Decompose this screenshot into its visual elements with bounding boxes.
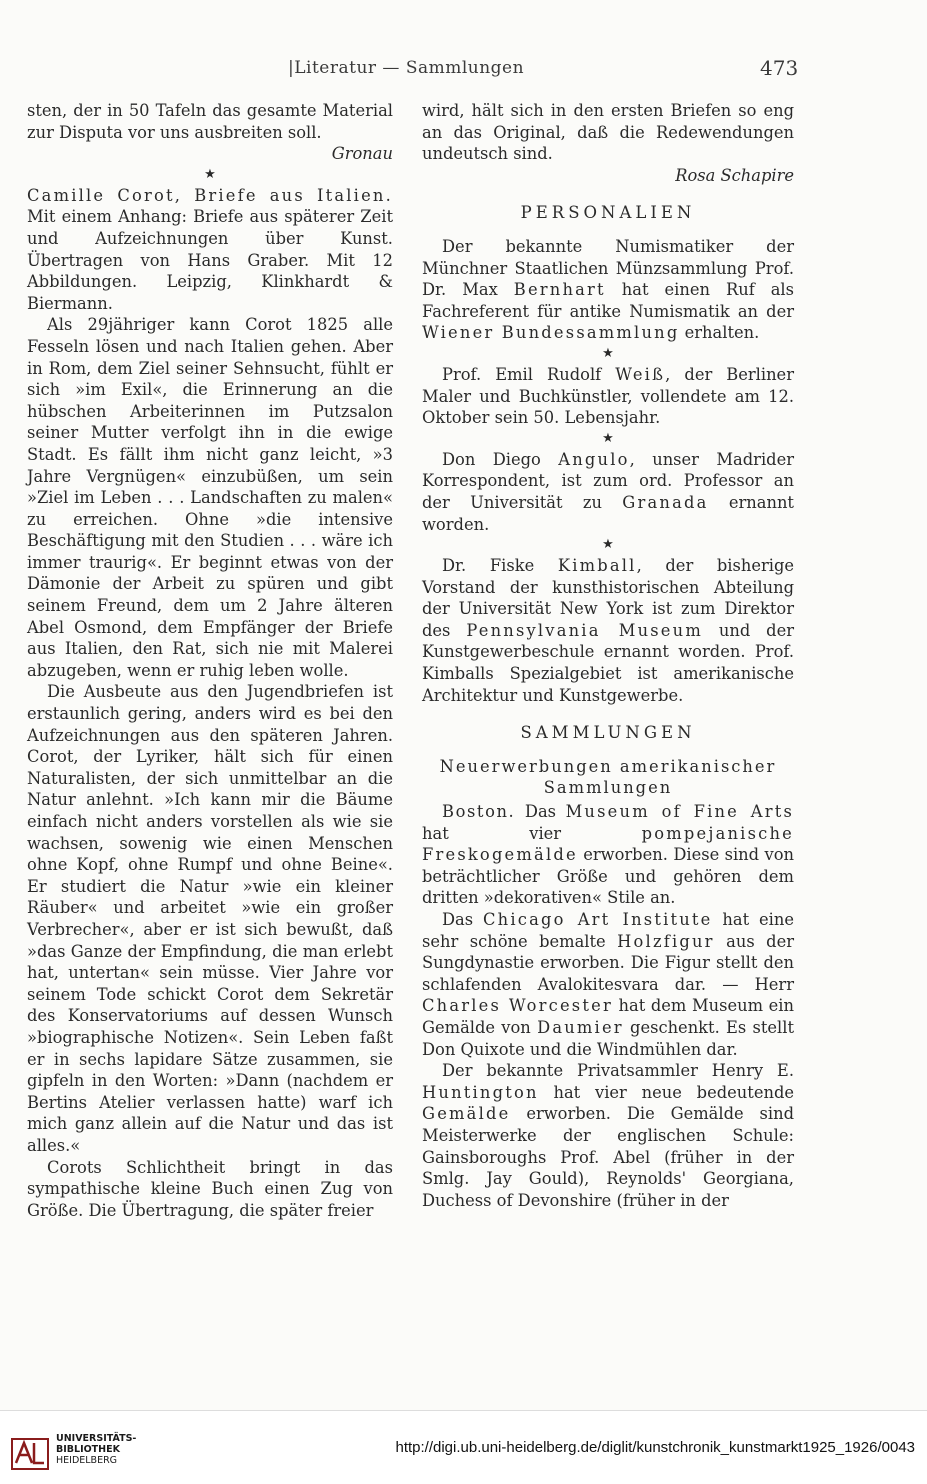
subheading-line: Sammlungen	[543, 778, 673, 798]
text: Das	[442, 910, 484, 929]
text: ernannt worden.	[422, 492, 794, 534]
personalia-item	[422, 236, 794, 344]
paragraph: Als 29jähriger kann Corot 1825 alle Fesseln lösen und nach Italien gehen. Aber in Rom, dem Ziel seiner Sehnsucht, fühlt er sich »im Exil«, die Erinnerung an die hübschen Arbeiterinnen im Putzsalon seiner Mutter verfolgt ihn in die ewige Stadt. Es fällt ihm nicht ganz leicht, »3 Jahre Vergnügen« einzubüßen, um sein »Ziel im Leben . . . Landschaften zu malen« zu erreichen. Ohne »die intensive Beschäftigung mit den Studien . . . wäre ich immer traurig«. Er beginnt etwas von der Dämonie der Arbeit zu spüren und gibt seinem Freund, dem um 2 Jahre älteren Abel Osmond, dem Empfänger der Briefe aus Italien, den Rat, sich nie mit Malerei abzugeben, wenn er ruhig leben wolle.	[27, 315, 393, 680]
library-line: UNIVERSITÄTS-	[56, 1433, 137, 1444]
page-number: 473	[760, 56, 799, 80]
artist-name: Daumier	[537, 1017, 624, 1037]
text: hat vier neue bedeutende	[538, 1082, 794, 1102]
left-column	[27, 100, 393, 1221]
running-head: |Literatur — Sammlungen	[288, 58, 525, 78]
section-heading-sammlungen: SAMMLUNGEN	[520, 723, 696, 743]
object-name: pompejanische Freskogemälde	[422, 823, 794, 865]
text: erworben. Die Gemälde sind Meisterwerke der englischen Schule: Gainsboroughs Prof. Abel (früher in der Smlg. Jay Gould), Reynolds' Georgiana, Duchess of Devonshire (früher in der	[422, 1104, 794, 1210]
person-name: Charles Worcester	[422, 996, 613, 1016]
text: Don Diego	[442, 449, 559, 469]
text: erworben. Diese sind von beträchtlicher Größe und gehören dem dritten »dekorativen« Stile an.	[422, 845, 794, 908]
paragraph	[422, 100, 794, 186]
text: Der bekannte Privatsammler Henry E.	[442, 1061, 794, 1081]
section-heading-personalien: PERSONALIEN	[520, 203, 696, 223]
text: Der bekannte Numismatiker der Münchner Staatlichen Münzsammlung Prof. Dr. Max	[422, 236, 794, 300]
star-separator: ★	[602, 345, 614, 361]
institution-name: Chicago Art Institute	[483, 910, 713, 929]
person-name: Weiß	[615, 364, 666, 384]
author-signature: Gronau	[331, 144, 393, 164]
text: , der bisherige Vorstand der kunsthistorischen Abteilung der Universität New York ist zum Direktor des	[422, 556, 794, 640]
person-name: Angulo	[558, 449, 630, 469]
text: und der Kunstgewerbeschule ernannt worden. Prof. Kimballs Spezialgebiet ist amerikanische Architektur und Kunstgewerbe.	[422, 620, 794, 705]
library-name	[56, 1433, 136, 1466]
book-review-title	[27, 185, 393, 315]
collection-item	[422, 909, 794, 1060]
star-separator: ★	[204, 166, 216, 182]
person-name: Huntington	[422, 1082, 539, 1102]
object-name: Holzfigur	[617, 931, 715, 951]
text: aus der Sungdynastie erworben. Die Figur stellt den schlafenden Avalokitesvara dar. — Herr	[422, 931, 794, 994]
institution-name: Pennsylvania Museum	[466, 620, 703, 640]
place-name: Granada	[622, 492, 709, 512]
text: , unser Madrider Korrespondent, ist zum ord. Professor an der Universität zu	[422, 449, 794, 512]
subheading-line: Neuerwerbungen amerikanischer	[439, 756, 777, 776]
book-details: Mit einem Anhang: Briefe aus späterer Zeit und Aufzeichnungen über Kunst. Übertragen von Hans Graber. Mit 12 Abbildungen. Leipzig, Klinkhardt & Biermann.	[27, 207, 393, 313]
star-separator: ★	[602, 430, 614, 446]
source-url-link[interactable]: http://digi.ub.uni-heidelberg.de/diglit/kunstchronik_kunstmarkt1925_1926/0043	[395, 1439, 915, 1456]
paragraph: Corots Schlichtheit bringt in das sympathische kleine Buch einen Zug von Größe. Die Übertragung, die später freier	[27, 1157, 393, 1220]
personalia-item	[422, 555, 794, 706]
author-signature: Rosa Schapire	[675, 165, 794, 185]
star-separator: ★	[602, 537, 614, 553]
institution-name: Museum of Fine Arts	[565, 802, 794, 822]
text: Das	[515, 802, 566, 822]
person-name: Kimball	[557, 556, 637, 576]
text: geschenkt. Es stellt Don Quixote und die Windmühlen dar.	[422, 1017, 795, 1059]
text: Prof. Emil Rudolf	[442, 364, 616, 384]
paragraph-text: wird, hält sich in den ersten Briefen so eng an das Original, daß die Redewendungen undeutsch sind.	[422, 101, 794, 164]
book-author-title: Camille Corot, Briefe aus Italien.	[27, 185, 393, 205]
text: hat vier	[422, 823, 642, 843]
collection-item	[422, 801, 794, 909]
text: erhalten.	[679, 323, 760, 343]
paragraph-text: sten, der in 50 Tafeln das gesamte Material zur Disputa vor uns ausbreiten soll.	[27, 101, 393, 142]
text: hat eine sehr schöne bemalte	[422, 910, 794, 951]
text: Dr. Fiske	[442, 556, 558, 576]
personalia-item	[422, 449, 794, 535]
library-line: HEIDELBERG	[56, 1455, 118, 1466]
library-line: BIBLIOTHEK	[56, 1444, 120, 1455]
right-column	[422, 100, 794, 1211]
person-name: Bernhart	[513, 280, 606, 300]
institution-name: Wiener Bundessammlung	[422, 323, 680, 343]
text: hat einen Ruf als Fachreferent für antike Numismatik an der	[422, 280, 794, 321]
object-name: Gemälde	[422, 1104, 511, 1124]
university-library-logo-icon	[10, 1433, 50, 1473]
text: hat dem Museum ein Gemälde von	[422, 996, 794, 1037]
subheading	[422, 756, 794, 799]
personalia-item	[422, 364, 794, 429]
paragraph	[27, 100, 393, 165]
footer-bar	[0, 1410, 927, 1484]
paragraph: Die Ausbeute aus den Jugendbriefen ist erstaunlich gering, anders wird es bei den Aufzeichnungen aus den späteren Jahren. Corot, der Lyriker, hält sich für einen Naturalisten, der sich unmittelbar an die Natur anlehnt. »Ich kann mir die Bäume einfach nicht anders vorstellen als wie sie wachsen, sowenig wie einen Menschen ohne Kopf, ohne Rumpf und ohne Beine«. Er studiert die Natur »wie ein kleiner Räuber« und arbeitet »wie ein großer Verbrecher«, aber er ist sich bewußt, daß »das Ganze der Empfindung, die man erlebt hat, untertan« sein müsse. Vier Jahre vor seinem Tode schickt Corot dem Sekretär des Konservatoriums auf dessen Wunsch »biographische Notizen«. Sein Leben faßt er in sechs lapidare Sätze zusammen, sie gipfeln in den Worten: »Dann (nachdem er Bertins Atelier verlassen hatte) warf ich mich ganz allein auf die Natur und das ist alles.«	[27, 682, 393, 1155]
city-name: Boston.	[442, 802, 516, 822]
text: , der Berliner Maler und Buchkünstler, vollendete am 12. Oktober sein 50. Lebensjahr.	[422, 364, 794, 428]
collection-item	[422, 1060, 794, 1211]
